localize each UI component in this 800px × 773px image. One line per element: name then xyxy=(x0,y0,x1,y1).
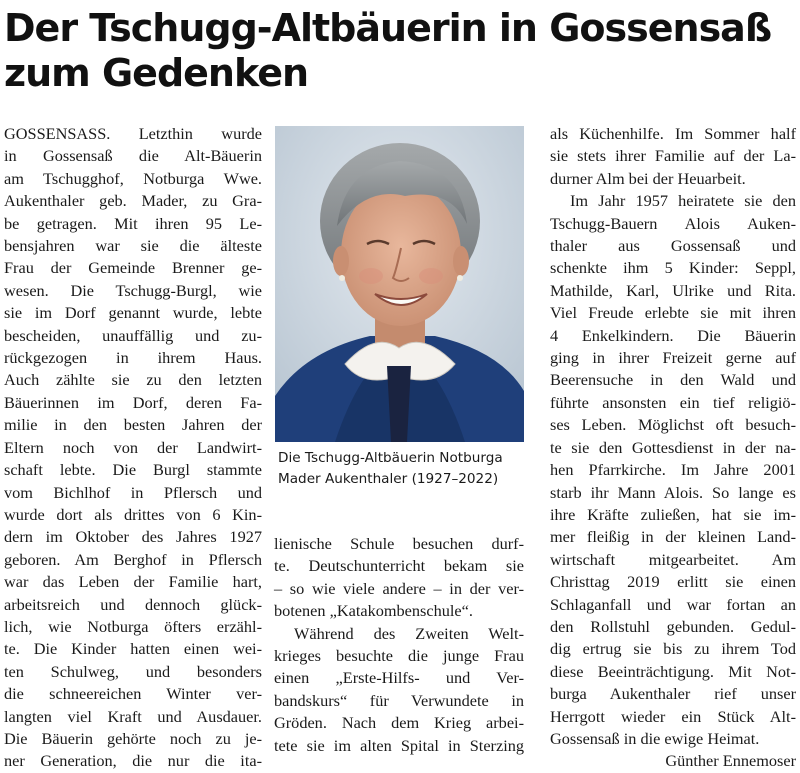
text-line: botenen „Katakombenschule“. xyxy=(274,601,473,621)
text-line: Auch zählte sie zu den letzten xyxy=(4,370,262,390)
article-headline xyxy=(4,6,796,96)
text-line: Im Jahr 1957 heiratete sie den xyxy=(570,191,796,211)
text-line: Beerensuche in den Wald und xyxy=(550,370,796,390)
text-line: Aukenthaler geb. Mader, zu Gra- xyxy=(4,191,262,211)
text-line: als Küchenhilfe. Im Sommer half xyxy=(550,124,796,143)
text-line: ihre Kräfte zuließen, hat sie im- xyxy=(550,504,796,524)
caption-line-1: Die Tschugg-Altbäuerin Notburga xyxy=(278,450,503,466)
text-line: Die Bäuerin gehörte noch zu je- xyxy=(4,728,262,748)
text-line: Viel Freude erlebte sie mit ihren xyxy=(550,303,796,323)
text-line: in Gossensaß die Alt-Bäuerin xyxy=(4,146,262,166)
text-line: sie stets ihrer Familie auf der La- xyxy=(550,146,796,166)
text-line: Eltern noch von der Landwirt- xyxy=(4,437,262,457)
text-line: GOSSENSASS. Letzthin wurde xyxy=(4,124,262,143)
text-line: den Rollstuhl gebunden. Gedul- xyxy=(550,616,796,636)
text-line: ses Leben. Möglichst oft besuch- xyxy=(550,415,796,435)
text-line: ten Schulweg, und besonders xyxy=(4,661,262,681)
text-line: geboren. Am Berghof in Pflersch xyxy=(4,549,262,569)
text-line: bescheiden, unauffällig und zu- xyxy=(4,325,262,345)
headline-line-2: zum Gedenken xyxy=(4,51,309,95)
text-line: be getragen. Mit ihren 95 Le- xyxy=(4,213,262,233)
author-byline: Günther Ennemoser xyxy=(665,751,796,771)
text-line: führte ansonsten ein tief religiö- xyxy=(550,392,796,412)
text-line: schaft lebte. Die Burgl stammte xyxy=(4,460,262,480)
photo-caption xyxy=(278,448,528,490)
text-line: starb ihr Mann Alois. So lange es xyxy=(550,482,796,502)
text-line: wesen. Die Tschugg-Burgl, wie xyxy=(4,280,262,300)
text-line: wurde dort als drittes von 6 Kin- xyxy=(4,504,262,524)
text-line: dern im Oktober des Jahres 1927 xyxy=(4,527,262,547)
text-line: dig ertrug sie bis zu ihrem Tod xyxy=(550,639,796,659)
text-line: Herrgott wieder ein Stück Alt- xyxy=(550,706,796,726)
text-line: thaler aus Gossensaß und xyxy=(550,236,796,256)
text-line: einen „Erste-Hilfs- und Ver- xyxy=(274,668,524,688)
text-line: tete sie im alten Spital in Sterzing xyxy=(274,735,524,755)
text-line: sie im Dorf genannt wurde, lebte xyxy=(4,303,262,323)
text-line: Schlaganfall und war fortan an xyxy=(550,594,796,614)
text-line: hen Pfarrkirche. Im Jahre 2001 xyxy=(550,460,796,480)
text-line: krieges besuchte die junge Frau xyxy=(274,646,524,666)
text-line: te. Die Kinder hatten einen wei- xyxy=(4,639,262,659)
text-line: wirtschaft mitgearbeitet. Am xyxy=(550,549,796,569)
text-line: te sie den Gottesdienst in der na- xyxy=(550,437,796,457)
article-column-1 xyxy=(4,123,262,773)
text-line: rückgezogen in ihrem Haus. xyxy=(4,348,262,368)
text-line: Christtag 2019 erlitt sie einen xyxy=(550,572,796,592)
text-line: die schneereichen Winter ver- xyxy=(4,684,262,704)
caption-line-2: Mader Aukenthaler (1927–2022) xyxy=(278,471,499,487)
text-line: te. Deutschunterricht bekam sie xyxy=(274,556,524,576)
text-line: – so wie viele andere – in der ver- xyxy=(274,578,524,598)
portrait-illustration xyxy=(275,126,524,442)
text-line: durner Alm bei der Heuarbeit. xyxy=(550,168,746,188)
text-line: Mathilde, Karl, Ulrike und Rita. xyxy=(550,280,796,300)
text-line: Bäuerinnen im Dorf, deren Fa- xyxy=(4,392,262,412)
text-line: Während des Zweiten Welt- xyxy=(294,623,524,643)
text-line: ner Generation, die nur die ita- xyxy=(4,751,262,771)
text-line: war das Leben der Familie hart, xyxy=(4,572,262,592)
text-line: bandskurs“ für Verwundete in xyxy=(274,690,524,710)
portrait-photo xyxy=(275,126,524,442)
text-line: bensjahren war sie die älteste xyxy=(4,236,262,256)
text-line: ging in ihrer Freizeit gerne auf xyxy=(550,348,796,368)
text-line: lich, wie Notburga öfters erzähl- xyxy=(4,616,262,636)
article-column-2 xyxy=(274,533,524,757)
text-line: arbeitsreich und dennoch glück- xyxy=(4,594,262,614)
text-line: Gossensaß in die ewige Heimat. xyxy=(550,728,760,748)
text-line: diese Beeinträchtigung. Mit Not- xyxy=(550,661,796,681)
text-line: milie in den besten Jahren der xyxy=(4,415,262,435)
text-line: burga Aukenthaler rief unser xyxy=(550,684,796,704)
text-line: mer fleißig in der kleinen Land- xyxy=(550,527,796,547)
text-line: langten viel Kraft und Ausdauer. xyxy=(4,706,262,726)
text-line: Gröden. Nach dem Krieg arbei- xyxy=(274,713,524,733)
text-line: 4 Enkelkindern. Die Bäuerin xyxy=(550,325,796,345)
article-column-3 xyxy=(550,123,796,773)
text-line: lienische Schule besuchen durf- xyxy=(274,534,524,553)
text-line: vom Bichlhof in Pflersch und xyxy=(4,482,262,502)
text-line: am Tschugghof, Notburga Wwe. xyxy=(4,168,262,188)
text-line: Tschugg-Bauern Alois Auken- xyxy=(550,213,796,233)
headline-line-1: Der Tschugg-Altbäuerin in Gossensaß xyxy=(4,6,772,50)
text-line: Frau der Gemeinde Brenner ge- xyxy=(4,258,262,278)
text-line: schenkte ihm 5 Kinder: Seppl, xyxy=(550,258,796,278)
